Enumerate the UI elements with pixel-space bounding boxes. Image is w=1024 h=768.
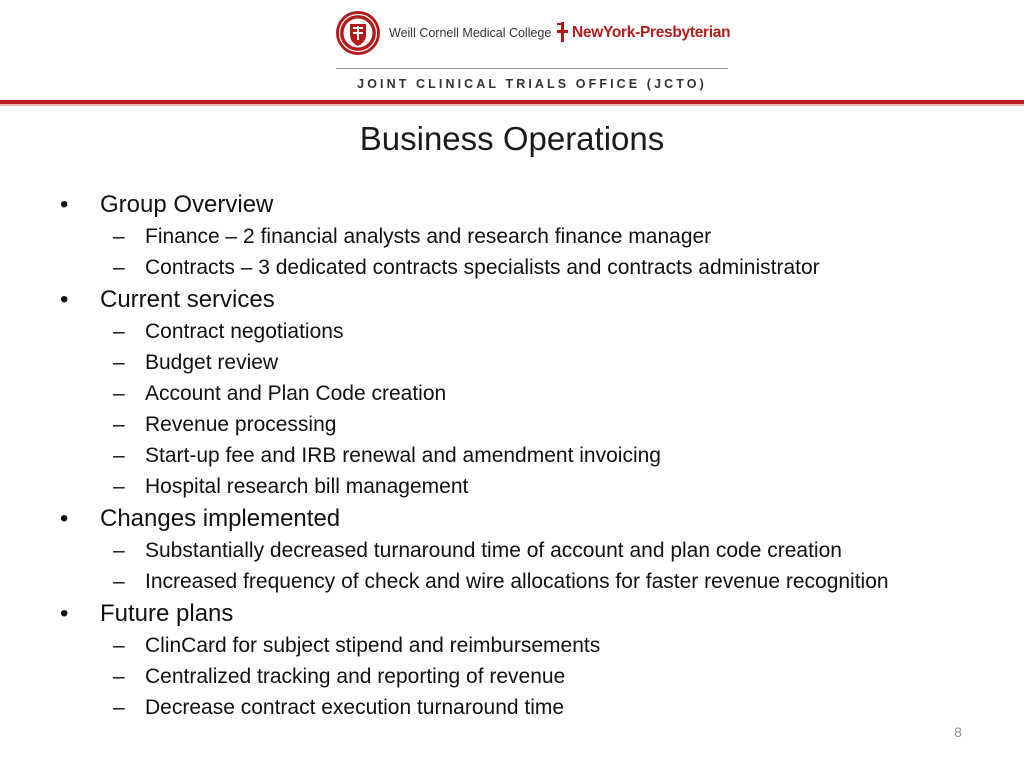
sub-marker: –	[113, 413, 125, 436]
bullet-marker: •	[60, 191, 69, 218]
sub-item	[60, 409, 1000, 440]
sub-item	[60, 471, 1000, 502]
sub-item-text: Finance – 2 financial analysts and research finance manager	[145, 225, 712, 248]
bullet-marker: •	[60, 286, 69, 313]
sub-marker: –	[113, 320, 125, 343]
slide-title: Business Operations	[359, 120, 665, 157]
sub-item	[60, 692, 1000, 723]
sub-item-text: ClinCard for subject stipend and reimbursements	[145, 634, 601, 657]
sub-item	[60, 378, 1000, 409]
bullet-marker: •	[60, 600, 69, 627]
sub-item-text: Contract negotiations	[145, 320, 344, 343]
sub-marker: –	[113, 351, 125, 374]
sub-marker: –	[113, 634, 125, 657]
sub-item-text: Substantially decreased turnaround time of account and plan code creation	[145, 539, 842, 562]
sub-marker: –	[113, 570, 125, 593]
sub-marker: –	[113, 539, 125, 562]
sub-item	[60, 566, 1000, 597]
sub-item-text: Increased frequency of check and wire allocations for faster revenue recognition	[145, 570, 889, 593]
sub-item-text: Decrease contract execution turnaround time	[145, 696, 565, 719]
sub-marker: –	[113, 696, 125, 719]
office-name: JOINT CLINICAL TRIALS OFFICE (JCTO)	[357, 77, 707, 91]
bullet-current-services	[60, 283, 1000, 316]
sub-item	[60, 316, 1000, 347]
sub-marker: –	[113, 665, 125, 688]
sub-marker: –	[113, 382, 125, 405]
sub-item-text: Contracts – 3 dedicated contracts specialists and contracts administrator	[145, 256, 820, 279]
cornell-seal-icon	[335, 10, 381, 56]
sub-item-text: Budget review	[145, 351, 279, 374]
sub-item-text: Centralized tracking and reporting of revenue	[145, 665, 566, 688]
bullet-group-overview	[60, 188, 1000, 221]
bullet-heading: Changes implemented	[100, 505, 341, 532]
bullet-heading: Group Overview	[100, 191, 274, 218]
bullet-marker: •	[60, 505, 69, 532]
sub-item	[60, 221, 1000, 252]
page-number: 8	[954, 724, 962, 740]
bullet-changes-implemented	[60, 502, 1000, 535]
slide-header	[0, 0, 1024, 106]
bullet-list	[60, 188, 1000, 723]
accent-bar-shadow	[0, 104, 1024, 106]
sub-item-text: Hospital research bill management	[145, 475, 469, 498]
sub-item	[60, 252, 1000, 283]
sub-item-text: Account and Plan Code creation	[145, 382, 447, 405]
sub-item	[60, 347, 1000, 378]
bullet-future-plans	[60, 597, 1000, 630]
hospital-name: NewYork-Presbyterian	[572, 24, 731, 41]
college-name: Weill Cornell Medical College	[389, 26, 552, 40]
sub-item	[60, 440, 1000, 471]
sub-item	[60, 630, 1000, 661]
sub-item-text: Revenue processing	[145, 413, 337, 436]
sub-marker: –	[113, 225, 125, 248]
sub-item	[60, 535, 1000, 566]
bullet-heading: Future plans	[100, 600, 234, 627]
sub-marker: –	[113, 256, 125, 279]
sub-item	[60, 661, 1000, 692]
sub-item-text: Start-up fee and IRB renewal and amendment invoicing	[145, 444, 661, 467]
bullet-heading: Current services	[100, 286, 275, 313]
header-divider	[336, 68, 728, 69]
sub-marker: –	[113, 475, 125, 498]
nyp-logo-icon	[556, 21, 570, 43]
sub-marker: –	[113, 444, 125, 467]
